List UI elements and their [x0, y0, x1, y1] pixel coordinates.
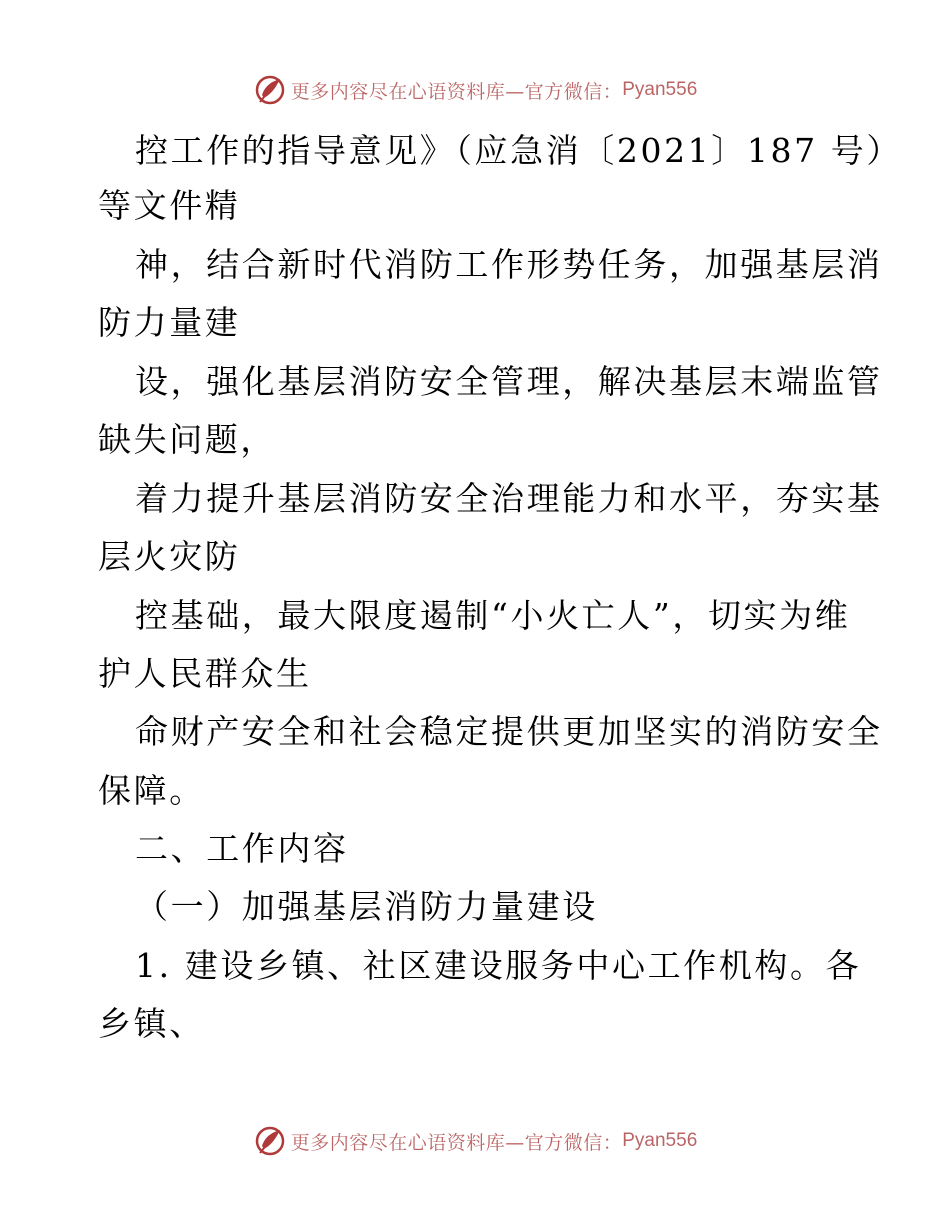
- subsection-heading: （一）加强基层消防力量建设: [135, 887, 598, 926]
- text-line: 护人民群众生: [98, 654, 312, 693]
- text-line: 着力提升基层消防安全治理能力和水平，夯实基: [135, 479, 883, 518]
- text-line: 命财产安全和社会稳定提供更加坚实的消防安全: [135, 712, 883, 751]
- watermark-wechat-id: Pyan556: [622, 1130, 698, 1151]
- text-line: 乡镇、: [98, 1004, 205, 1043]
- watermark-logo-icon: [253, 1124, 287, 1158]
- text-line: 控工作的指导意见》（应急消〔2021〕187 号）: [135, 131, 902, 170]
- watermark-banner-bottom: [0, 1121, 950, 1161]
- text-line: 防力量建: [98, 303, 241, 342]
- watermark-text: 更多内容尽在心语资料库—官方微信：: [290, 1131, 623, 1154]
- text-line: 缺失问题，: [98, 420, 276, 459]
- watermark-wechat-id: Pyan556: [622, 79, 698, 100]
- text-line: 神，结合新时代消防工作形势任务，加强基层消: [135, 245, 883, 284]
- text-line: 控基础，最大限度遏制“小火亡人”，切实为维: [135, 596, 851, 635]
- watermark-text: 更多内容尽在心语资料库—官方微信：: [290, 80, 623, 103]
- section-heading: 二、工作内容: [135, 829, 349, 868]
- text-line: 保障。: [98, 771, 205, 810]
- text-line: 层火灾防: [98, 537, 241, 576]
- text-line: 等文件精: [98, 186, 241, 225]
- text-line: 1. 建设乡镇、社区建设服务中心工作机构。各: [135, 946, 862, 985]
- text-line: 设，强化基层消防安全管理，解决基层末端监管: [135, 362, 883, 401]
